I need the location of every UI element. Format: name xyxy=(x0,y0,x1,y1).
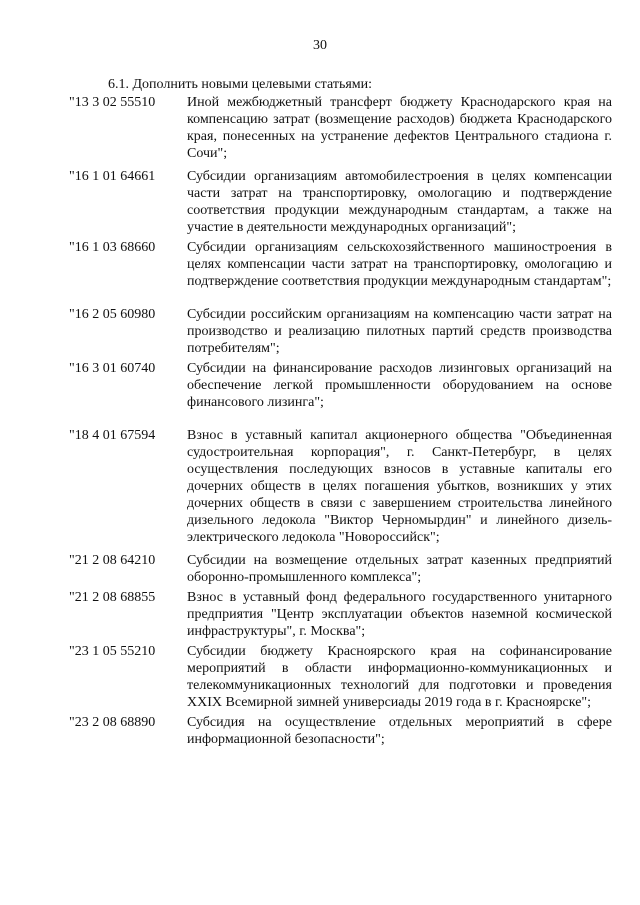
article-code: "21 2 08 64210 xyxy=(69,553,156,568)
list-item xyxy=(69,360,612,411)
list-item xyxy=(69,94,612,162)
article-code: "18 4 01 67594 xyxy=(69,428,156,443)
list-item xyxy=(69,589,612,640)
article-description: Иной межбюджетный трансферт бюджету Краснодарского края на компенсацию затрат (возмещение расходов) бюджета Краснодарского края, понесенных на устранение дефектов Центрального стадиона г. Сочи"; xyxy=(187,95,612,161)
article-description: Субсидии бюджету Красноярского края на софинансирование мероприятий в области информационно-коммуникационных и телекоммуникационных технологий для подготовки и проведения XXIX Всемирной зимней универсиады 2019 года в г. Красноярске"; xyxy=(187,644,612,710)
article-description: Взнос в уставный капитал акционерного общества "Объединенная судостроительная корпорация", г. Санкт-Петербург, в целях осуществления последующих взносов в уставные капиталы его дочерних обществ в целях погашения убытков, возникших у этих дочерних обществ в связи с завершением строительства линейного дизельного ледокола "Виктор Черномырдин" и линейного дизель-электрического ледокола "Новороссийск"; xyxy=(187,428,612,545)
article-description: Субсидии организациям автомобилестроения в целях компенсации части затрат на транспортировку, омологацию и подтверждение соответствия продукции международным стандартам, а также на участие в деятельности международных организаций"; xyxy=(187,169,612,235)
article-code: "23 2 08 68890 xyxy=(69,715,156,730)
target-articles-list xyxy=(69,94,612,748)
article-description: Субсидии российским организациям на компенсацию части затрат на производство и реализацию пилотных партий средств производства потребителям"; xyxy=(187,307,612,356)
list-item xyxy=(69,168,612,236)
article-description: Субсидии организациям сельскохозяйственного машиностроения в целях компенсации части затрат на транспортировку, омологацию и подтверждение соответствия продукции международным стандартам"; xyxy=(187,240,612,289)
article-code: "16 3 01 60740 xyxy=(69,361,156,376)
list-item xyxy=(69,714,612,748)
article-code: "16 1 01 64661 xyxy=(69,169,156,184)
article-code: "13 3 02 55510 xyxy=(69,95,156,110)
article-code: "21 2 08 68855 xyxy=(69,590,156,605)
article-code: "16 2 05 60980 xyxy=(69,307,156,322)
list-item xyxy=(69,306,612,357)
article-description: Субсидии на возмещение отдельных затрат казенных предприятий оборонно-промышленного комплекса"; xyxy=(187,553,612,585)
list-item xyxy=(69,239,612,290)
article-description: Субсидия на осуществление отдельных мероприятий в сфере информационной безопасности"; xyxy=(187,715,612,747)
article-description: Взнос в уставный фонд федерального государственного унитарного предприятия "Центр эксплуатации объектов наземной космической инфраструктуры", г. Москва"; xyxy=(187,590,612,639)
page-number: 30 xyxy=(313,38,327,53)
article-description: Субсидии на финансирование расходов лизинговых организаций на обеспечение легкой промышленности оборудованием на основе финансового лизинга"; xyxy=(187,361,612,410)
list-item xyxy=(69,552,612,586)
section-intro: 6.1. Дополнить новыми целевыми статьями: xyxy=(108,77,373,92)
article-code: "23 1 05 55210 xyxy=(69,644,156,659)
list-item xyxy=(69,643,612,711)
list-item xyxy=(69,427,612,546)
article-code: "16 1 03 68660 xyxy=(69,240,156,255)
